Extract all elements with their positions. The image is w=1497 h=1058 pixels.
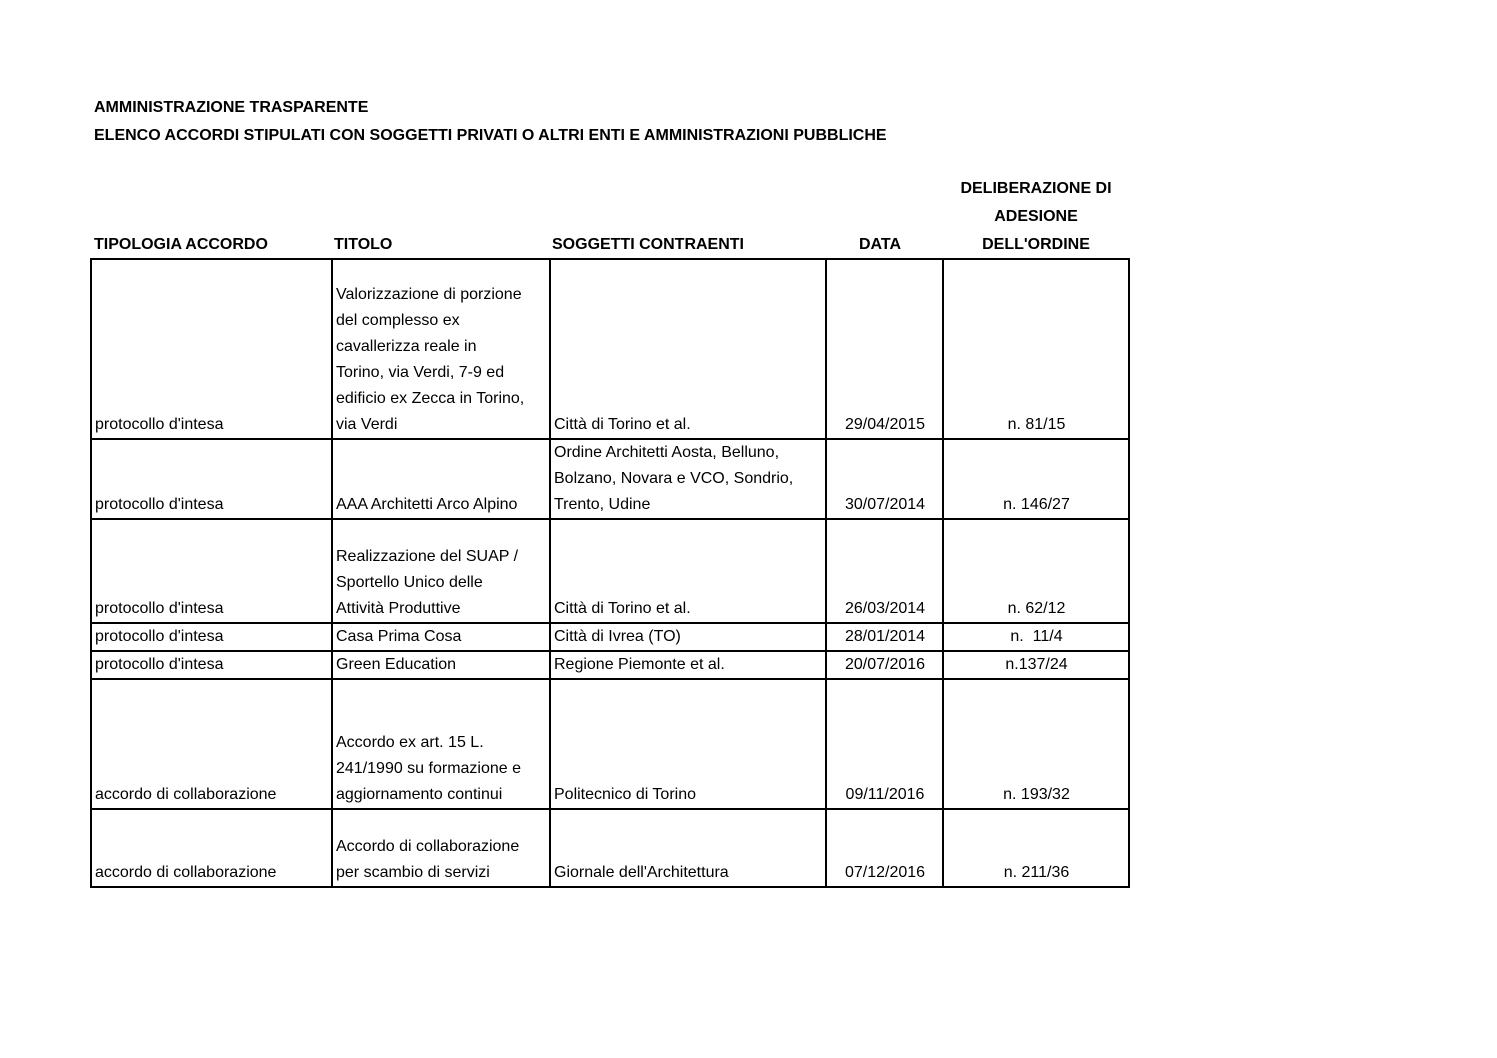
table-row xyxy=(91,519,1129,623)
cell-soggetti xyxy=(550,439,826,519)
cell-line: 241/1990 su formazione e xyxy=(336,760,522,777)
cell-line: Accordo di collaborazione xyxy=(336,838,520,855)
cell-line: AAA Architetti Arco Alpino xyxy=(336,496,518,513)
column-header-delibera-line-2: ADESIONE xyxy=(994,208,1078,225)
cell-line: Realizzazione del SUAP / xyxy=(336,548,519,565)
cell-tipologia: accordo di collaborazione xyxy=(91,809,332,887)
accordi-table xyxy=(90,258,1130,888)
cell-soggetti xyxy=(550,259,826,439)
cell-delibera: n. 81/15 xyxy=(943,259,1129,439)
cell-delibera: n. 211/36 xyxy=(943,809,1129,887)
cell-titolo xyxy=(332,651,550,679)
cell-data: 29/04/2015 xyxy=(826,259,943,439)
column-header-tipologia: TIPOLOGIA ACCORDO xyxy=(94,236,268,253)
cell-line: Trento, Udine xyxy=(554,496,651,513)
cell-tipologia: protocollo d'intesa xyxy=(91,259,332,439)
cell-soggetti xyxy=(550,679,826,809)
cell-tipologia: protocollo d'intesa xyxy=(91,519,332,623)
cell-delibera: n. 193/32 xyxy=(943,679,1129,809)
cell-line: cavallerizza reale in xyxy=(336,338,477,355)
cell-line: Sportello Unico delle xyxy=(336,574,483,591)
cell-line: Torino, via Verdi, 7-9 ed xyxy=(336,364,505,381)
cell-data: 30/07/2014 xyxy=(826,439,943,519)
cell-line: aggiornamento continui xyxy=(336,786,503,803)
cell-tipologia: accordo di collaborazione xyxy=(91,679,332,809)
cell-delibera: n. 62/12 xyxy=(943,519,1129,623)
cell-line: per scambio di servizi xyxy=(336,864,490,881)
column-header-delibera-line-1: DELIBERAZIONE DI xyxy=(960,180,1112,197)
cell-titolo xyxy=(332,259,550,439)
column-header-delibera-line-3: DELL'ORDINE xyxy=(982,236,1090,253)
column-header-delibera xyxy=(944,175,1128,259)
accordi-table-body xyxy=(91,259,1129,887)
table-row xyxy=(91,439,1129,519)
table-row xyxy=(91,623,1129,651)
cell-line: Attività Produttive xyxy=(336,600,461,617)
table-row xyxy=(91,809,1129,887)
cell-data: 28/01/2014 xyxy=(826,623,943,651)
cell-soggetti xyxy=(550,519,826,623)
cell-titolo xyxy=(332,679,550,809)
table-row xyxy=(91,259,1129,439)
cell-delibera: n. 146/27 xyxy=(943,439,1129,519)
cell-titolo xyxy=(332,809,550,887)
cell-data: 07/12/2016 xyxy=(826,809,943,887)
cell-titolo xyxy=(332,623,550,651)
document-subtitle: ELENCO ACCORDI STIPULATI CON SOGGETTI PRIVATI O ALTRI ENTI E AMMINISTRAZIONI PUBBLICHE xyxy=(94,127,887,144)
cell-delibera: n.137/24 xyxy=(943,651,1129,679)
cell-titolo xyxy=(332,519,550,623)
cell-line: Valorizzazione di porzione xyxy=(336,286,522,303)
cell-soggetti xyxy=(550,623,826,651)
cell-line: edificio ex Zecca in Torino, xyxy=(336,390,525,407)
cell-line: Bolzano, Novara e VCO, Sondrio, xyxy=(554,470,794,487)
cell-line: Città di Torino et al. xyxy=(554,416,691,433)
document-title: AMMINISTRAZIONE TRASPARENTE xyxy=(94,99,369,116)
cell-line: Giornale dell'Architettura xyxy=(554,864,729,881)
cell-data: 26/03/2014 xyxy=(826,519,943,623)
cell-line: Città di Ivrea (TO) xyxy=(554,628,681,645)
column-header-data: DATA xyxy=(859,236,902,253)
column-header-titolo: TITOLO xyxy=(334,236,393,253)
table-row xyxy=(91,651,1129,679)
cell-tipologia: protocollo d'intesa xyxy=(91,439,332,519)
cell-line: Green Education xyxy=(336,656,457,673)
cell-data: 20/07/2016 xyxy=(826,651,943,679)
cell-tipologia: protocollo d'intesa xyxy=(91,623,332,651)
column-header-soggetti: SOGGETTI CONTRAENTI xyxy=(552,236,744,253)
cell-titolo xyxy=(332,439,550,519)
cell-line: Ordine Architetti Aosta, Belluno, xyxy=(554,444,780,461)
cell-line: Città di Torino et al. xyxy=(554,600,691,617)
cell-line: Accordo ex art. 15 L. xyxy=(336,734,484,751)
cell-line: via Verdi xyxy=(336,416,398,433)
cell-soggetti xyxy=(550,651,826,679)
cell-data: 09/11/2016 xyxy=(826,679,943,809)
table-row xyxy=(91,679,1129,809)
cell-line: Casa Prima Cosa xyxy=(336,628,462,645)
cell-line: del complesso ex xyxy=(336,312,460,329)
cell-soggetti xyxy=(550,809,826,887)
cell-delibera: n. 11/4 xyxy=(943,623,1129,651)
cell-line: Regione Piemonte et al. xyxy=(554,656,725,673)
cell-line: Politecnico di Torino xyxy=(554,786,697,803)
cell-tipologia: protocollo d'intesa xyxy=(91,651,332,679)
